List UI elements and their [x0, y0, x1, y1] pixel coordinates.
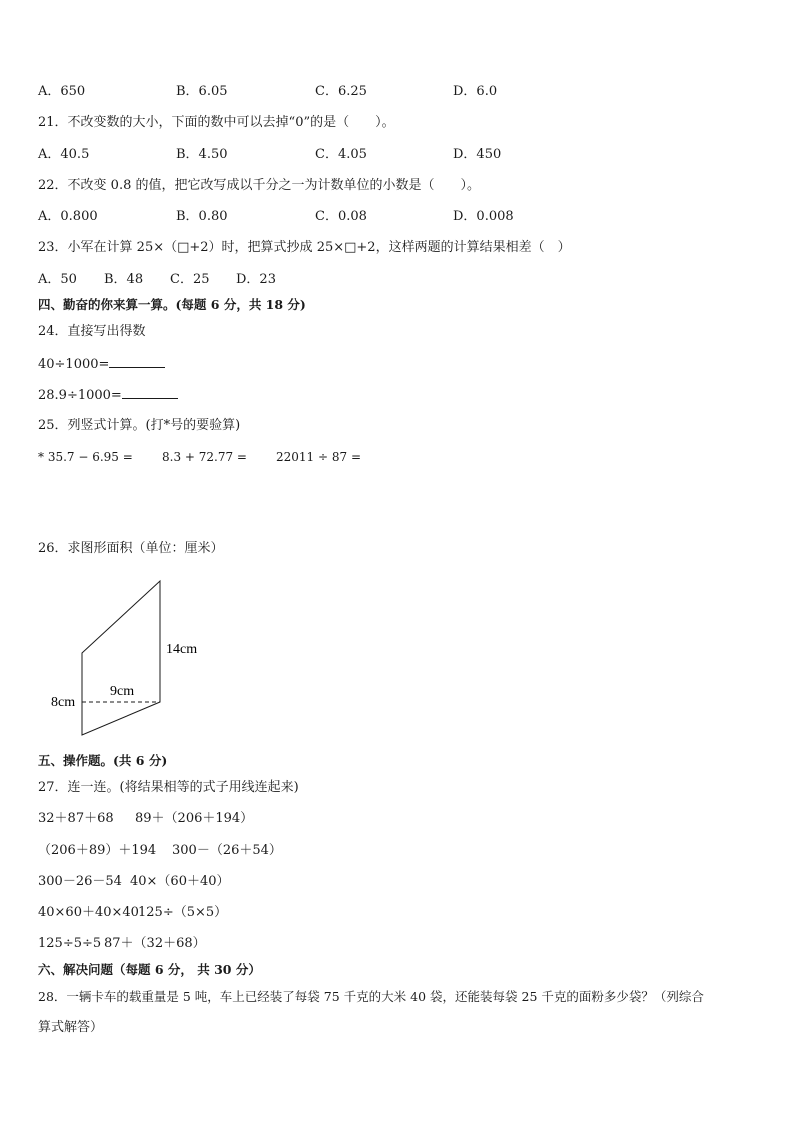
q22-option-b: B．0.80 — [176, 209, 228, 224]
q27-left-2: （206＋89）＋194 — [38, 843, 157, 858]
q25-item-3: 22011 ÷ 87 = — [276, 450, 361, 464]
q24-item-1-text: 40÷1000= — [38, 357, 110, 372]
q27-left-1: 32＋87＋68 — [38, 811, 114, 826]
q23-option-c: C．25 — [170, 272, 210, 287]
q25-item-1: * 35.7 − 6.95 = — [38, 450, 133, 464]
trapezoid-outline — [82, 581, 160, 735]
q27-left-5: 125÷5÷5 — [38, 936, 102, 951]
q27-right-2: 300－（26＋54） — [172, 843, 282, 858]
q27-right-3: 40×（60＋40） — [130, 874, 230, 889]
q27-right-4: 125÷（5×5） — [138, 905, 228, 920]
q22-stem: 22．不改变 0.8 的值，把它改写成以千分之一为计数单位的小数是（ ）。 — [38, 178, 480, 193]
q23-option-b: B．48 — [104, 272, 144, 287]
section-6-title: 六、解决问题（每题 6 分， 共 30 分） — [38, 962, 261, 977]
q23-option-d: D．23 — [236, 272, 276, 287]
label-8cm: 8cm — [51, 695, 76, 710]
q27-right-1: 89＋（206＋194） — [135, 811, 254, 826]
q21-option-c: C．4.05 — [315, 147, 367, 162]
q20-option-b: B．6.05 — [176, 84, 228, 99]
q24-stem: 24．直接写出得数 — [38, 324, 146, 339]
q27-left-4: 40×60＋40×40 — [38, 905, 139, 920]
q24-item-2-text: 28.9÷1000= — [38, 388, 122, 403]
q23-option-a: A．50 — [38, 272, 77, 287]
q22-option-d: D．0.008 — [453, 209, 514, 224]
section-4-title: 四、勤奋的你来算一算。(每题 6 分，共 18 分) — [38, 297, 306, 312]
q25-item-2: 8.3 + 72.77 = — [162, 450, 247, 464]
q22-option-c: C．0.08 — [315, 209, 367, 224]
q20-option-d: D．6.0 — [453, 84, 498, 99]
q27-stem: 27．连一连。(将结果相等的式子用线连起来) — [38, 780, 299, 795]
q21-stem: 21．不改变数的大小，下面的数中可以去掉“0”的是（ ）。 — [38, 115, 395, 130]
q22-option-a: A．0.800 — [38, 209, 98, 224]
label-9cm: 9cm — [110, 684, 135, 699]
q27-right-5: 87＋（32＋68） — [104, 936, 206, 951]
q23-stem: 23．小军在计算 25×（□+2）时，把算式抄成 25×□+2，这样两题的计算结果相差（ ） — [38, 240, 571, 255]
q24-item-2 — [38, 387, 178, 404]
q21-option-a: A．40.5 — [38, 147, 90, 162]
trapezoid-figure — [40, 575, 240, 745]
q28-line-1: 28．一辆卡车的载重量是 5 吨，车上已经装了每袋 75 千克的大米 40 袋，还能装每袋 25 千克的面粉多少袋？（列综合 — [38, 989, 704, 1004]
q28-line-2: 算式解答） — [38, 1020, 104, 1035]
section-5-title: 五、操作题。(共 6 分) — [38, 753, 168, 768]
q20-option-a: A．650 — [38, 84, 86, 99]
answer-blank — [122, 387, 178, 399]
q24-item-1 — [38, 356, 165, 373]
q25-stem: 25．列竖式计算。(打*号的要验算) — [38, 418, 241, 433]
q26-stem: 26．求图形面积（单位：厘米） — [38, 541, 224, 556]
q21-option-b: B．4.50 — [176, 147, 228, 162]
label-14cm: 14cm — [166, 642, 198, 657]
q27-left-3: 300－26－54 — [38, 874, 122, 889]
q21-option-d: D．450 — [453, 147, 502, 162]
answer-blank — [109, 356, 165, 368]
q20-option-c: C．6.25 — [315, 84, 367, 99]
